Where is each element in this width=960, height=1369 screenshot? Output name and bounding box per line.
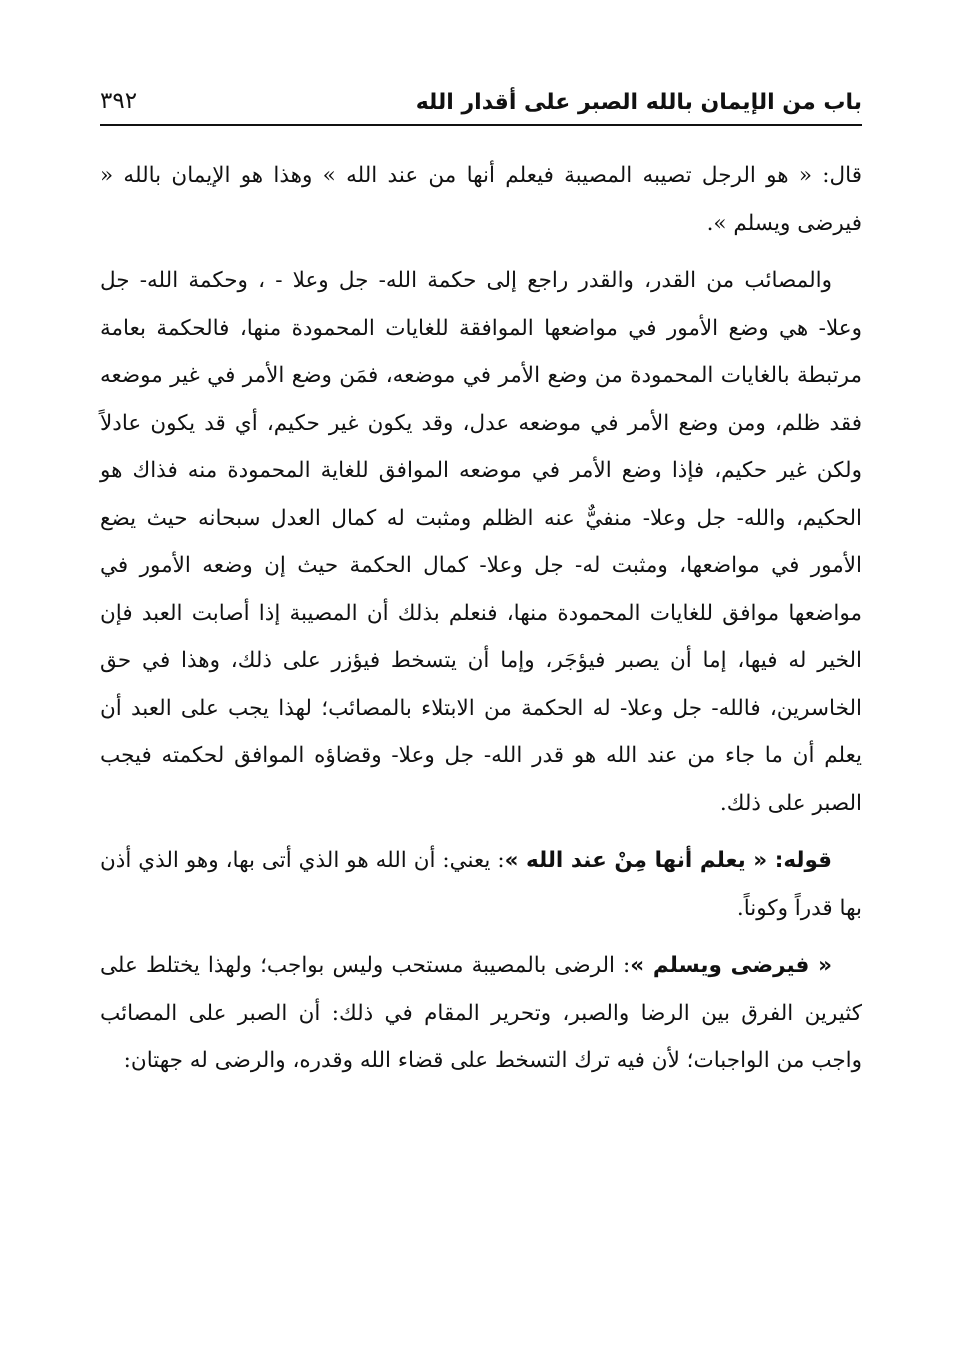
page-number: ٣٩٢ bbox=[100, 88, 138, 114]
paragraph-lead: قوله: « يعلم أنها مِنْ عند الله » bbox=[504, 848, 833, 873]
page-header bbox=[100, 82, 862, 126]
book-page bbox=[100, 82, 862, 1282]
paragraph-wisdom bbox=[100, 257, 862, 827]
paragraph-text: : الرضى بالمصيبة مستحب وليس بواجب؛ ولهذا يختلط على كثيرين الفرق بين الرضا والصبر، وتحرير المقام في ذلك: أن الصبر على المصائب واجب من الواجبات؛ لأن فيه ترك التسخط على قضاء الله وقدره، والرضى له جهتان: bbox=[100, 953, 862, 1073]
paragraph-commentary-contentment bbox=[100, 942, 862, 1085]
paragraph-hadith-quote bbox=[100, 152, 862, 247]
paragraph-text: قال: « هو الرجل تصيبه المصيبة فيعلم أنها من عند الله » وهذا هو الإيمان بالله « فيرضى ويسلم ». bbox=[100, 163, 862, 236]
paragraph-commentary-knows bbox=[100, 837, 862, 932]
header-rule bbox=[100, 124, 862, 126]
body-text bbox=[100, 152, 862, 1085]
running-title: باب من الإيمان بالله الصبر على أقدار الله bbox=[415, 90, 862, 115]
paragraph-text: : يعني: أن الله هو الذي أتى بها، وهو الذي أذن بها قدراً وكوناً. bbox=[100, 848, 862, 921]
paragraph-lead: « فيرضى ويسلم » bbox=[630, 953, 832, 978]
paragraph-text: والمصائب من القدر، والقدر راجع إلى حكمة الله- جل وعلا - ، وحكمة الله- جل وعلا- هي وضع الأمور في مواضعها الموافقة للغايات المحمودة منها، فالحكمة بعامة مرتبطة بالغايات المحمودة من وضع الأمر في موضعه، فمَن وضع الأمر في غير موضعه فقد ظلم، ومن وضع الأمر في موضعه عدل، وقد يكون غير حكيم، أي قد يكون عادلاً ولكن غير حكيم، فإذا وضع الأمر في موضعه الموافق للغاية المحمودة منه فذاك هو الحكيم، والله- جل وعلا- منفيٌّ عنه الظلم ومثبت له كمال العدل سبحانه حيث يضع الأمور في مواضعها، ومثبت له- جل وعلا- كمال الحكمة حيث إن وضعه الأمور في مواضعها موافق للغايات المحمودة منها، فنعلم بذلك أن المصيبة إذا أصابت العبد فإن الخير له فيها، إما أن يصبر فيؤجَر، وإما أن يتسخط فيؤزر على ذلك، وهذا في حق الخاسرين، فالله- جل وعلا- له الحكمة من الابتلاء بالمصائب؛ لهذا يجب على العبد أن يعلم أن ما جاء من عند الله هو قدر الله- جل وعلا- وقضاؤه الموافق لحكمته فيجب الصبر على ذلك. bbox=[100, 268, 862, 816]
